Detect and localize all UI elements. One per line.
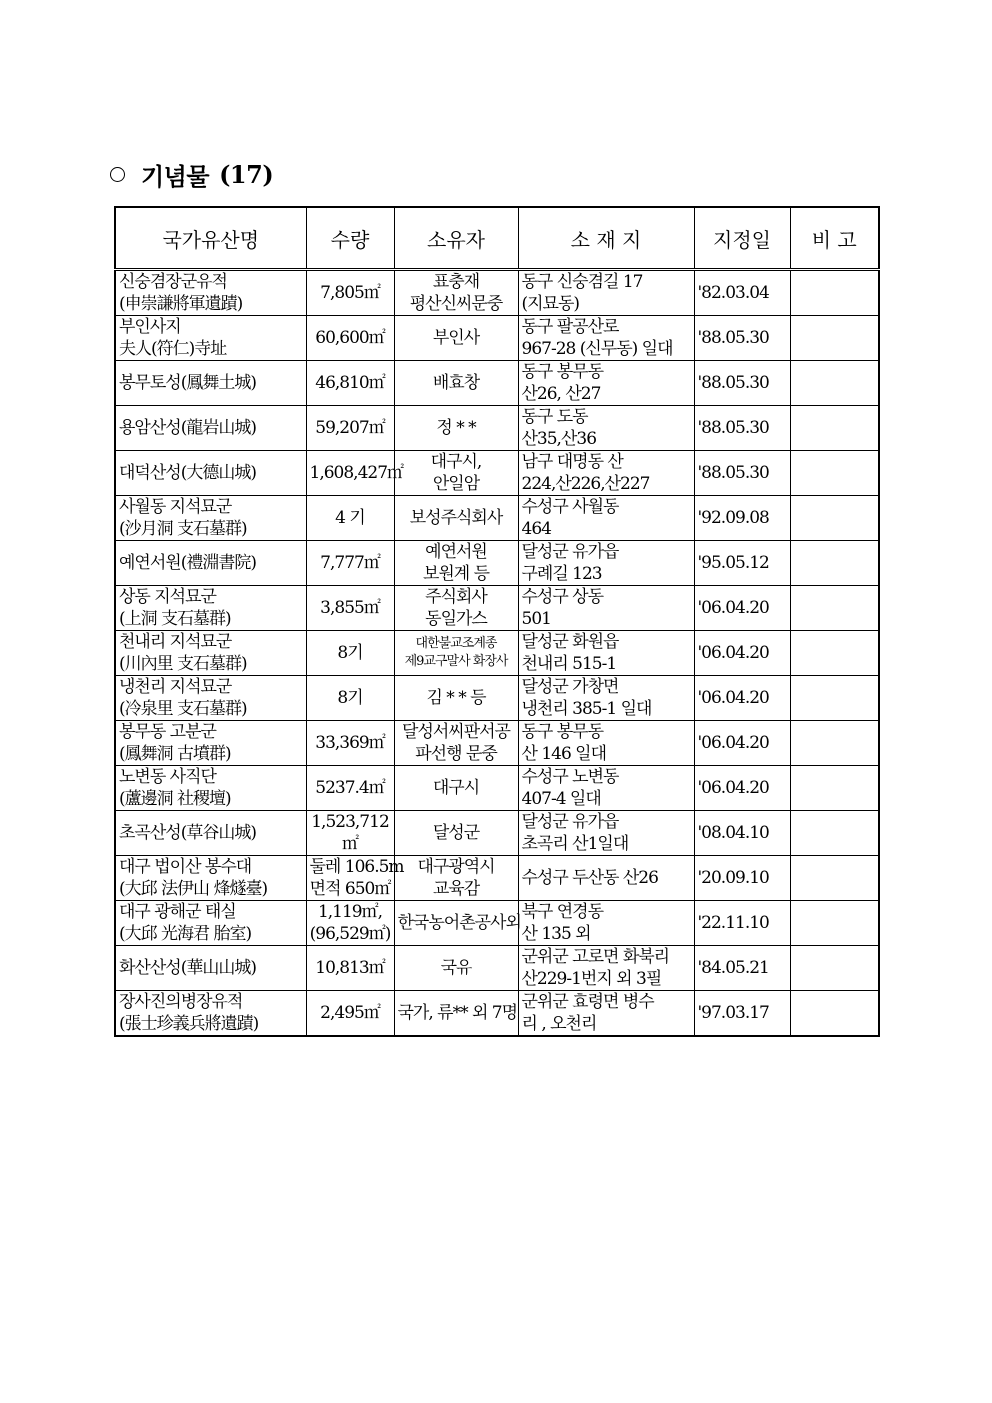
- cell-heritage-name-line: (張士珍義兵將遺蹟): [119, 1014, 259, 1034]
- cell-location-line: 구례길 123: [521, 564, 602, 584]
- cell-owner: [394, 406, 518, 451]
- cell-heritage-name: [115, 856, 306, 901]
- header-heritage-name: 국가유산명: [115, 207, 306, 270]
- cell-remarks: [790, 451, 879, 496]
- cell-location: [518, 811, 694, 856]
- table-row: [115, 541, 879, 586]
- cell-location-line: 수성구 노변동: [521, 767, 619, 787]
- cell-remarks: [790, 496, 879, 541]
- cell-heritage-name-line: 화산산성(華山山城): [119, 958, 256, 978]
- cell-heritage-name: [115, 361, 306, 406]
- cell-location: [518, 631, 694, 676]
- header-remarks: 비 고: [790, 207, 879, 270]
- cell-owner-line: 달성군: [432, 823, 480, 843]
- cell-quantity-line: 둘레 106.5m: [309, 857, 404, 877]
- cell-heritage-name: [115, 946, 306, 991]
- cell-location-line: 산 146 일대: [521, 744, 607, 764]
- cell-heritage-name-line: 노변동 사직단: [119, 767, 216, 787]
- cell-heritage-name: [115, 451, 306, 496]
- cell-owner-line: 주식회사: [425, 587, 487, 607]
- cell-remarks: [790, 586, 879, 631]
- cell-location-line: 달성군 화원읍: [521, 632, 619, 652]
- cell-owner-line: 표충재: [432, 272, 480, 292]
- cell-location-line: 산26, 산27: [521, 384, 601, 404]
- cell-quantity: [306, 361, 394, 406]
- header-owner: 소유자: [394, 207, 518, 270]
- cell-location: [518, 856, 694, 901]
- cell-quantity: [306, 811, 394, 856]
- cell-owner: [394, 901, 521, 946]
- cell-owner: [394, 991, 518, 1037]
- cell-heritage-name: [115, 270, 306, 316]
- cell-owner-line: 한국농어촌공사외: [397, 913, 521, 933]
- cell-location-line: 북구 연경동: [521, 902, 604, 922]
- cell-quantity: [306, 270, 394, 316]
- cell-designation-date: '88.05.30: [694, 451, 790, 496]
- cell-heritage-name: [115, 316, 306, 361]
- cell-designation-date: '06.04.20: [694, 586, 790, 631]
- cell-remarks: [790, 406, 879, 451]
- cell-location-line: 동구 봉무동: [521, 362, 604, 382]
- cell-owner-line: 보성주식회사: [409, 508, 503, 528]
- cell-location-line: 초곡리 산1일대: [521, 834, 629, 854]
- cell-heritage-name-line: 상동 지석묘군: [119, 587, 216, 607]
- cell-location-line: 달성군 유가읍: [521, 812, 619, 832]
- cell-remarks: [790, 270, 879, 316]
- cell-designation-date: '20.09.10: [694, 856, 790, 901]
- table-row: [115, 901, 879, 946]
- cell-remarks: [790, 946, 879, 991]
- cell-location: [518, 721, 694, 766]
- table-row: [115, 270, 879, 316]
- cell-quantity-line: 7,805㎡: [320, 283, 380, 303]
- cell-quantity-line: 46,810㎡: [315, 373, 385, 393]
- cell-heritage-name-line: 부인사지: [119, 317, 181, 337]
- table-row: [115, 586, 879, 631]
- cell-heritage-name-line: (大邱 法伊山 烽燧臺): [119, 879, 268, 899]
- cell-quantity: [306, 721, 394, 766]
- cell-heritage-name-line: 냉천리 지석묘군: [119, 677, 232, 697]
- cell-location-line: 464: [521, 519, 551, 539]
- cell-owner: [394, 811, 518, 856]
- cell-quantity-line: 7,777㎡: [320, 553, 380, 573]
- cell-remarks: [790, 541, 879, 586]
- cell-remarks: [790, 856, 879, 901]
- table-row: [115, 676, 879, 721]
- header-designation-date: 지정일: [694, 207, 790, 270]
- cell-quantity: [306, 541, 394, 586]
- cell-quantity: [306, 586, 394, 631]
- cell-owner-line: 안일암: [432, 474, 480, 494]
- cell-designation-date: '88.05.30: [694, 361, 790, 406]
- cell-location: [518, 901, 694, 946]
- cell-heritage-name-line: 봉무토성(鳳舞土城): [119, 373, 256, 393]
- cell-quantity-line: 2,495㎡: [320, 1003, 380, 1023]
- cell-owner-line: 대구광역시: [417, 857, 495, 877]
- cell-heritage-name-line: 신숭겸장군유적: [119, 272, 227, 292]
- cell-heritage-name-line: 사월동 지석묘군: [119, 497, 232, 517]
- cell-heritage-name: [115, 541, 306, 586]
- cell-designation-date: '06.04.20: [694, 766, 790, 811]
- cell-location-line: 407-4 일대: [521, 789, 601, 809]
- cell-owner-line: 보원계 등: [422, 564, 490, 584]
- cell-designation-date: '82.03.04: [694, 270, 790, 316]
- cell-remarks: [790, 811, 879, 856]
- cell-location: [518, 586, 694, 631]
- cell-heritage-name: [115, 586, 306, 631]
- table-row: [115, 316, 879, 361]
- cell-location-line: 동구 팔공산로: [521, 317, 619, 337]
- cell-owner-line: 달성서씨판서공: [402, 722, 510, 742]
- cell-heritage-name-line: (大邱 光海君 胎室): [119, 924, 252, 944]
- cell-designation-date: '84.05.21: [694, 946, 790, 991]
- cell-heritage-name-line: (上洞 支石墓群): [119, 609, 231, 629]
- cell-owner-line: 국유: [440, 958, 472, 978]
- table-row: [115, 856, 879, 901]
- cell-owner: [394, 631, 518, 676]
- cell-heritage-name-line: 예연서원(禮淵書院): [119, 553, 256, 573]
- cell-designation-date: '06.04.20: [694, 631, 790, 676]
- cell-heritage-name-line: 초곡산성(草谷山城): [119, 823, 256, 843]
- cell-owner: [394, 721, 518, 766]
- cell-heritage-name-line: 장사진의병장유적: [119, 992, 243, 1012]
- cell-remarks: [790, 901, 879, 946]
- cell-owner-line: 대구시: [432, 778, 480, 798]
- cell-heritage-name: [115, 631, 306, 676]
- table-row: [115, 631, 879, 676]
- cell-owner-line: 부인사: [432, 328, 480, 348]
- table-header-row: [115, 207, 879, 270]
- cell-quantity-line: 5237.4㎡: [315, 778, 385, 798]
- cell-designation-date: '22.11.10: [694, 901, 790, 946]
- header-location: 소 재 지: [518, 207, 694, 270]
- cell-location-line: 산229-1번지 외 3필: [521, 969, 662, 989]
- cell-quantity-line: (96,529㎡): [309, 924, 391, 944]
- cell-remarks: [790, 721, 879, 766]
- cell-quantity-line: 8기: [337, 643, 363, 663]
- cell-quantity-line: 33,369㎡: [315, 733, 385, 753]
- cell-designation-date: '95.05.12: [694, 541, 790, 586]
- cell-designation-date: '92.09.08: [694, 496, 790, 541]
- cell-owner-line: 대한불교조계종: [415, 636, 497, 651]
- cell-designation-date: '06.04.20: [694, 676, 790, 721]
- cell-quantity-line: 10,813㎡: [315, 958, 385, 978]
- cell-quantity: [306, 766, 394, 811]
- cell-owner-line: 교육감: [432, 879, 480, 899]
- cell-owner-line: 대구시,: [430, 452, 482, 472]
- table-row: [115, 811, 879, 856]
- cell-location: [518, 406, 694, 451]
- cell-owner-line: 김 * * 등: [426, 688, 486, 708]
- cell-owner-line: 파선행 문중: [415, 744, 497, 764]
- cell-location: [518, 946, 694, 991]
- cell-heritage-name: [115, 496, 306, 541]
- cell-location-line: 수성구 두산동 산26: [521, 868, 658, 888]
- cell-location-line: 산35,산36: [521, 429, 597, 449]
- cell-quantity: [306, 631, 394, 676]
- table-row: [115, 406, 879, 451]
- cell-owner-line: 평산신씨문중: [409, 294, 503, 314]
- cell-location: [518, 541, 694, 586]
- cell-remarks: [790, 361, 879, 406]
- table-row: [115, 496, 879, 541]
- cell-location: [518, 361, 694, 406]
- cell-owner-line: 정 * *: [436, 418, 476, 438]
- cell-heritage-name-line: (冷泉里 支石墓群): [119, 699, 247, 719]
- cell-quantity-line: 면적 650㎡: [309, 879, 391, 899]
- cell-heritage-name-line: 夫人(符仁)寺址: [119, 339, 227, 359]
- cell-designation-date: '97.03.17: [694, 991, 790, 1037]
- cell-heritage-name: [115, 676, 306, 721]
- cell-location: [518, 316, 694, 361]
- cell-location-line: (지묘동): [521, 294, 580, 314]
- cell-location-line: 동구 신숭겸길 17: [521, 272, 643, 292]
- cell-quantity-line: 1,523,712: [311, 812, 389, 832]
- cell-location-line: 남구 대명동 산: [521, 452, 623, 472]
- cell-owner: [394, 766, 518, 811]
- cell-owner: [394, 451, 518, 496]
- header-quantity: 수량: [306, 207, 394, 270]
- cell-owner: [394, 270, 518, 316]
- cell-location-line: 달성군 가창면: [521, 677, 619, 697]
- cell-remarks: [790, 676, 879, 721]
- cell-location-line: 군위군 고로면 화북리: [521, 947, 670, 967]
- cell-owner-line: 예연서원: [425, 542, 487, 562]
- cell-quantity: [306, 451, 404, 496]
- cell-location-line: 501: [521, 609, 551, 629]
- cell-location-line: 수성구 사월동: [521, 497, 619, 517]
- cell-owner: [394, 496, 518, 541]
- cell-owner: [394, 541, 518, 586]
- cell-heritage-name: [115, 991, 306, 1037]
- cell-location-line: 군위군 효령면 병수: [521, 992, 654, 1012]
- cell-heritage-name-line: 용암산성(龍岩山城): [119, 418, 256, 438]
- cell-heritage-name-line: (申崇謙將軍遺蹟): [119, 294, 243, 314]
- cell-quantity: [306, 856, 404, 901]
- cell-quantity: [306, 901, 394, 946]
- cell-heritage-name: [115, 766, 306, 811]
- cell-designation-date: '88.05.30: [694, 316, 790, 361]
- section-heading: [110, 156, 273, 192]
- cell-designation-date: '88.05.30: [694, 406, 790, 451]
- cell-heritage-name: [115, 406, 306, 451]
- cell-remarks: [790, 316, 879, 361]
- cell-heritage-name: [115, 811, 306, 856]
- cell-quantity: [306, 316, 394, 361]
- cell-quantity-line: 1,608,427㎡: [309, 463, 404, 483]
- cell-location-line: 동구 도동: [521, 407, 588, 427]
- cell-owner: [394, 316, 518, 361]
- cell-owner: [394, 586, 518, 631]
- cell-quantity: [306, 991, 394, 1037]
- cell-heritage-name: [115, 721, 306, 766]
- section-count: (17): [219, 159, 274, 189]
- cell-location-line: 224,산226,산227: [521, 474, 650, 494]
- cell-location: [518, 766, 694, 811]
- cell-location-line: 동구 봉무동: [521, 722, 604, 742]
- cell-location-line: 수성구 상동: [521, 587, 604, 607]
- cell-owner: [394, 856, 518, 901]
- cell-remarks: [790, 991, 879, 1037]
- cell-designation-date: '06.04.20: [694, 721, 790, 766]
- table-row: [115, 451, 879, 496]
- table-row: [115, 721, 879, 766]
- cell-owner-line: 국가, 류** 외 7명: [397, 1003, 518, 1023]
- cell-owner: [394, 676, 518, 721]
- cell-owner-line: 제9교구말사 화장사: [404, 654, 508, 669]
- cell-heritage-name-line: 대구 법이산 봉수대: [119, 857, 252, 877]
- cell-heritage-name-line: (沙月洞 支石墓群): [119, 519, 247, 539]
- table-body: [115, 270, 879, 1037]
- cell-designation-date: '08.04.10: [694, 811, 790, 856]
- cell-heritage-name-line: (蘆邊洞 社稷壇): [119, 789, 231, 809]
- cell-quantity: [306, 406, 394, 451]
- cell-location: [518, 991, 694, 1037]
- cell-quantity-line: 60,600㎡: [315, 328, 385, 348]
- cell-heritage-name-line: 천내리 지석묘군: [119, 632, 232, 652]
- cell-quantity: [306, 946, 394, 991]
- table-row: [115, 991, 879, 1037]
- cell-location: [518, 676, 694, 721]
- cell-quantity-line: 1,119㎡,: [317, 902, 383, 922]
- circle-bullet-icon: [110, 167, 125, 182]
- cell-location: [518, 451, 694, 496]
- cell-quantity-line: 8기: [337, 688, 363, 708]
- cell-quantity: [306, 676, 394, 721]
- cell-quantity-line: 3,855㎡: [320, 598, 380, 618]
- cell-location-line: 967-28 (신무동) 일대: [521, 339, 673, 359]
- cell-location: [518, 496, 694, 541]
- cell-heritage-name-line: 대구 광해군 태실: [119, 902, 236, 922]
- cell-location: [518, 270, 694, 316]
- cell-heritage-name-line: 봉무동 고분군: [119, 722, 216, 742]
- table-row: [115, 946, 879, 991]
- monument-table: [114, 206, 880, 1037]
- cell-owner-line: 동일가스: [425, 609, 487, 629]
- table-row: [115, 361, 879, 406]
- cell-heritage-name-line: (鳳舞洞 古墳群): [119, 744, 231, 764]
- cell-heritage-name: [115, 901, 306, 946]
- cell-heritage-name-line: 대덕산성(大德山城): [119, 463, 256, 483]
- cell-quantity-line: ㎡: [342, 834, 358, 854]
- cell-location-line: 산 135 외: [521, 924, 591, 944]
- cell-quantity-line: 4 기: [335, 508, 365, 528]
- cell-owner-line: 배효창: [432, 373, 480, 393]
- section-title: 기념물: [141, 161, 210, 191]
- cell-owner: [394, 946, 518, 991]
- cell-remarks: [790, 631, 879, 676]
- table-row: [115, 766, 879, 811]
- cell-location-line: 리 , 오천리: [521, 1014, 597, 1034]
- cell-remarks: [790, 766, 879, 811]
- cell-location-line: 천내리 515-1: [521, 654, 617, 674]
- cell-location-line: 달성군 유가읍: [521, 542, 619, 562]
- cell-location-line: 냉천리 385-1 일대: [521, 699, 652, 719]
- cell-quantity: [306, 496, 394, 541]
- cell-quantity-line: 59,207㎡: [315, 418, 385, 438]
- cell-owner: [394, 361, 518, 406]
- cell-heritage-name-line: (川內里 支石墓群): [119, 654, 247, 674]
